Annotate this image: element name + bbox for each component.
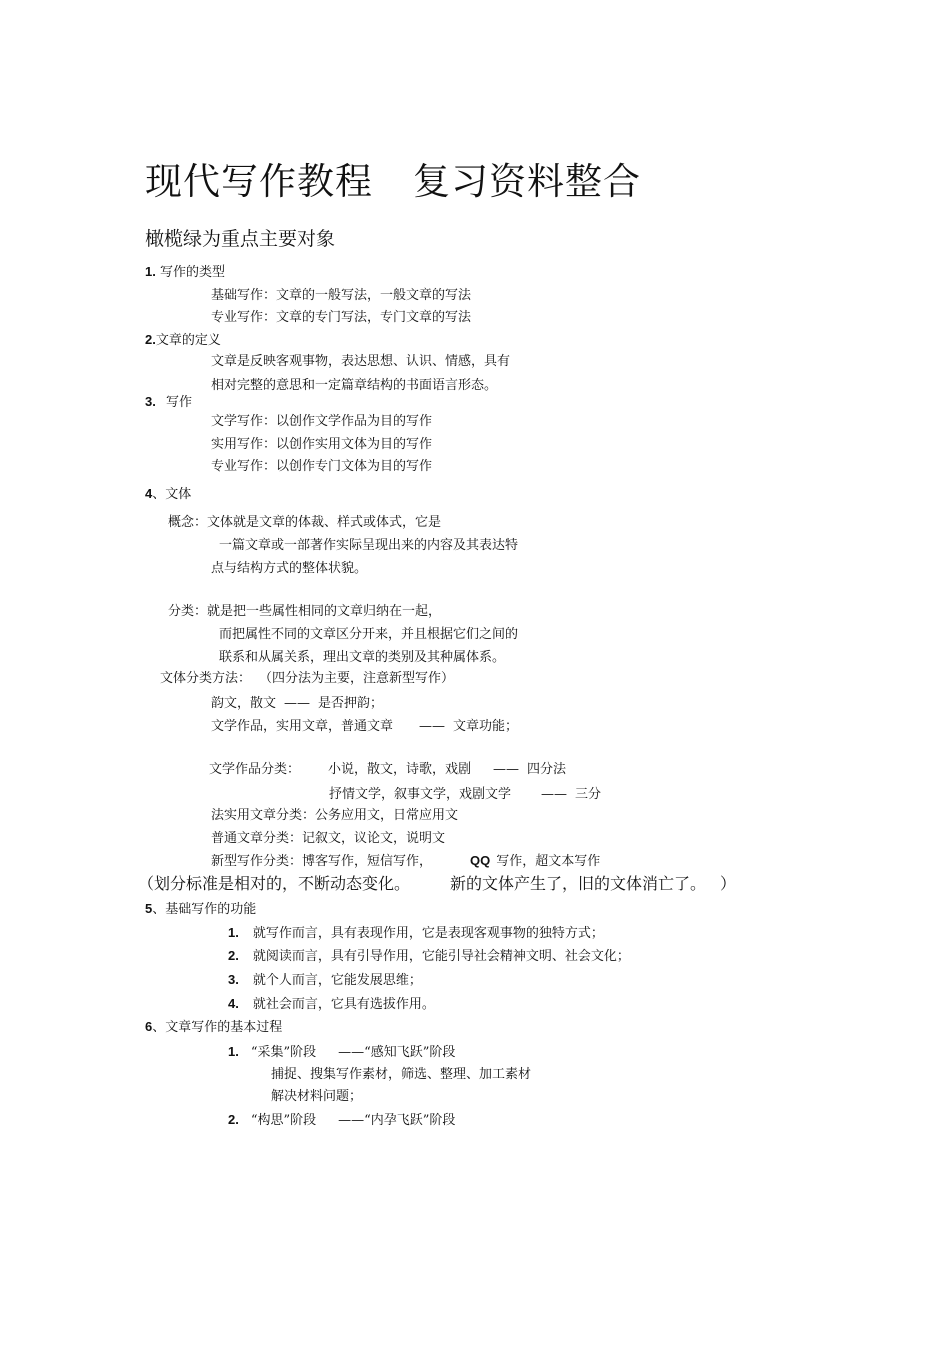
s5-item-text: 就社会而言，它具有选拔作用。 <box>252 997 435 1012</box>
lit-classify <box>209 761 566 779</box>
s1-line-2: 专业写作：文章的专门写法，专门文章的写法 <box>211 310 472 325</box>
s2-line-1: 文章是反映客观事物，表达思想、认识、情感，具有 <box>211 354 511 369</box>
s6-item-2-stage: “构思”阶段 <box>250 1113 317 1128</box>
s5-item-number: 2. <box>228 948 239 963</box>
section-5-heading <box>145 900 256 919</box>
s2-line-2: 相对完整的意思和一定篇章结构的书面语言形态。 <box>211 378 498 393</box>
s5-item <box>228 995 435 1014</box>
section-5-title: 、基础写作的功能 <box>152 902 257 917</box>
section-3-heading <box>145 393 192 412</box>
s6-item-1-detail-1: 捕捉、搜集写作素材，筛选、整理、加工素材 <box>271 1067 532 1082</box>
classify-line-3: 联系和从属关系，理出文章的类别及其种属体系。 <box>219 650 506 665</box>
method-rhyme <box>211 695 383 713</box>
general-classify: 普通文章分类：记叙文，议论文，说明文 <box>211 831 446 846</box>
lit-method: 四分法 <box>527 762 567 777</box>
new-text-b: 写作，超文本写作 <box>496 854 601 869</box>
new-text-a: 新型写作分类：博客写作，短信写作， <box>211 854 433 869</box>
note-c: ） <box>720 874 737 893</box>
section-3-number: 3. <box>145 394 156 409</box>
method-note: （四分法为主要，注意新型写作） <box>259 671 455 686</box>
lit-classify-2 <box>329 786 601 804</box>
section-6-number: 6 <box>145 1019 153 1034</box>
s5-item-text: 就阅读而言，具有引导作用，它能引导社会精神文明、社会文化； <box>252 949 630 964</box>
section-4-heading <box>145 485 191 504</box>
method-function <box>211 718 518 736</box>
section-2-title: 文章的定义 <box>155 333 221 348</box>
m2-criterion: 文章功能； <box>453 719 519 734</box>
s6-item-2 <box>228 1111 455 1130</box>
title-part2: 复习资料整合 <box>413 160 641 203</box>
concept-line-2: 一篇文章或一部著作实际呈现出来的内容及其表达特 <box>219 538 519 553</box>
section-3-title: 写作 <box>165 395 192 410</box>
section-4-title: 、文体 <box>152 487 192 502</box>
classify-line-1: 分类：就是把一些属性相同的文章归纳在一起， <box>168 604 442 619</box>
s5-item-number: 1. <box>228 925 239 940</box>
section-6-heading <box>145 1018 282 1037</box>
section-5-number: 5 <box>145 901 153 916</box>
method-line <box>160 670 454 688</box>
section-6-title: 、文章写作的基本过程 <box>152 1020 283 1035</box>
s5-item <box>228 971 422 990</box>
page-subtitle: 橄榄绿为重点主要对象 <box>145 228 336 250</box>
m1-dash: —— <box>284 696 311 711</box>
section-2-number: 2. <box>145 332 156 347</box>
s3-line-2: 实用写作：以创作实用文体为目的写作 <box>211 437 433 452</box>
m2-text: 文学作品，实用文章，普通文章 <box>211 719 394 734</box>
method-label: 文体分类方法： <box>160 671 252 686</box>
section-1-number: 1. <box>145 264 156 279</box>
s6-item-2-leap: ——“内孕飞跃”阶段 <box>338 1113 456 1128</box>
classify-line-2: 而把属性不同的文章区分开来，并且根据它们之间的 <box>219 627 519 642</box>
m1-criterion: 是否押韵； <box>318 696 384 711</box>
page-title <box>145 158 641 206</box>
section-2-heading <box>145 331 221 350</box>
m2-dash: —— <box>419 719 446 734</box>
lit2-three: 抒情文学，叙事文学，戏剧文学 <box>329 787 512 802</box>
s5-item-number: 4. <box>228 996 239 1011</box>
note-a: （划分标准是相对的，不断动态变化。 <box>138 874 411 893</box>
s5-item-text: 就写作而言，具有表现作用，它是表现客观事物的独特方式； <box>252 926 604 941</box>
lit2-dash: —— <box>541 787 568 802</box>
note-line <box>138 873 736 895</box>
s5-item <box>228 947 630 966</box>
concept-line-1: 概念：文体就是文章的体裁、样式或体式，它是 <box>168 515 442 530</box>
title-part1: 现代写作教程 <box>145 160 373 203</box>
lit2-method: 三分 <box>575 787 602 802</box>
new-classify <box>211 852 600 871</box>
s3-line-1: 文学写作：以创作文学作品为目的写作 <box>211 414 433 429</box>
s6-item-1-leap: ——“感知飞跃”阶段 <box>338 1045 456 1060</box>
lit-dash: —— <box>493 762 520 777</box>
lit-label: 文学作品分类： <box>209 762 301 777</box>
s6-item-2-number: 2. <box>228 1112 239 1127</box>
s3-line-3: 专业写作：以创作专门文体为目的写作 <box>211 459 433 474</box>
section-1-title: 写作的类型 <box>159 265 225 280</box>
s6-item-1-stage: “采集”阶段 <box>250 1045 317 1060</box>
practical-classify: 法实用文章分类：公务应用文，日常应用文 <box>211 808 459 823</box>
concept-line-3: 点与结构方式的整体状貌。 <box>211 561 368 576</box>
s5-item-number: 3. <box>228 972 239 987</box>
s5-item-text: 就个人而言，它能发展思维； <box>252 973 422 988</box>
new-qq: QQ <box>470 853 491 868</box>
lit-four: 小说，散文，诗歌，戏剧 <box>328 762 472 777</box>
s6-item-1-number: 1. <box>228 1044 239 1059</box>
s6-item-1 <box>228 1043 455 1062</box>
m1-text: 韵文，散文 <box>211 696 277 711</box>
s1-line-1: 基础写作：文章的一般写法，一般文章的写法 <box>211 288 472 303</box>
note-b: 新的文体产生了，旧的文体消亡了。 <box>450 874 707 893</box>
s6-item-1-detail-2: 解决材料问题； <box>271 1089 363 1104</box>
s5-item <box>228 924 604 943</box>
section-1-heading <box>145 263 225 282</box>
section-4-number: 4 <box>145 486 153 501</box>
